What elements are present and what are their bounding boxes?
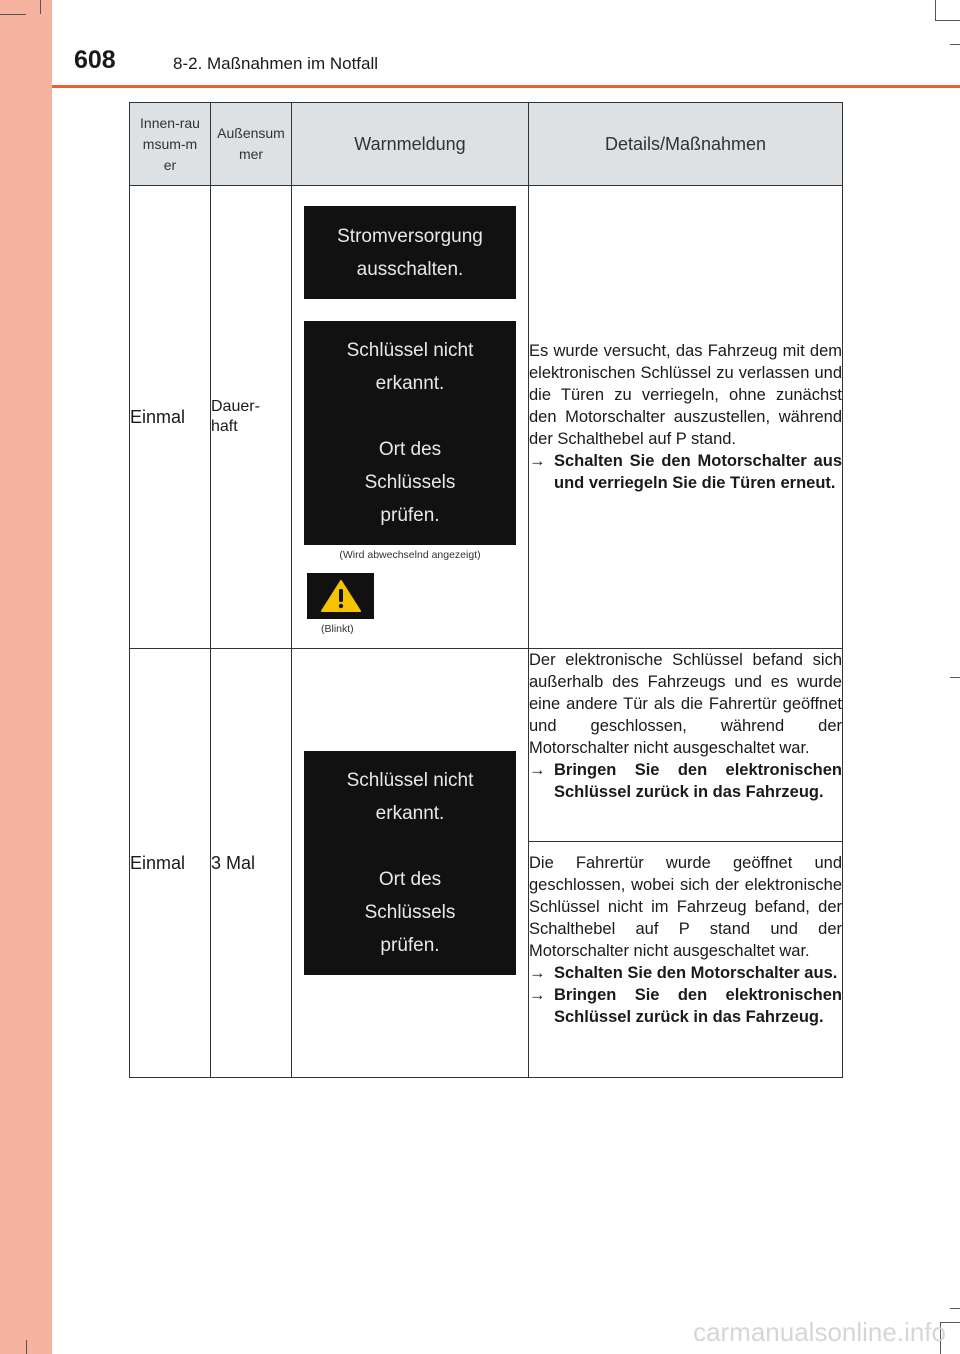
message-line: Ort des [378,869,442,890]
message-display-key-not-detected [304,321,516,545]
message-line: prüfen. [380,935,440,956]
header-warning-message: Warnmeldung [292,103,529,186]
details-text: Die Fahrertür wurde geöffnet und geschlossen, wobei sich der elektronische Schlüssel nicht im Fahrzeug befand, der Schalthebel auf P stand und der Motorschalter nicht ausgeschaltet war. [529,854,842,960]
message-line: ausschalten. [356,258,464,280]
warning-triangle-icon [321,580,361,612]
header-inside-buzzer: Innen-raumsum-mer [130,103,211,186]
message-line: prüfen. [380,505,440,526]
crop-mark [950,44,960,45]
action-text: Schalten Sie den Motorschalter aus und verriegeln Sie die Türen erneut. [554,452,842,492]
outside-buzzer-value: Dauer-haft [211,186,292,649]
crop-mark [26,1340,27,1354]
inside-buzzer-value: Einmal [130,186,211,649]
warning-message-cell [292,186,529,649]
action-item [529,759,842,803]
outside-buzzer-value: 3 Mal [211,649,292,1078]
details-cell [529,649,843,842]
message-display-power-off [304,206,516,299]
message-display-key-not-detected [304,751,516,975]
inside-buzzer-value: Einmal [130,649,211,1078]
message-line: Schlüssels [364,902,456,923]
arrow-icon: → [529,452,546,470]
warning-message-cell [292,649,529,1078]
message-line [407,400,412,433]
message-line: Schlüssel nicht [346,770,474,791]
side-color-strip [0,0,52,1354]
warning-icon-group [307,573,528,635]
crop-mark [40,0,41,14]
watermark: carmanualsonline.info [693,1317,946,1347]
action-item [529,962,842,984]
table-header-row [130,103,843,186]
action-text: Bringen Sie den elektronischen Schlüssel zurück in das Fahrzeug. [554,986,842,1026]
crop-mark [935,20,960,21]
message-line: erkannt. [375,803,445,824]
arrow-icon: → [529,986,546,1004]
message-line: Stromversorgung [337,225,483,247]
table-row [130,649,843,842]
arrow-icon: → [529,964,546,982]
message-line: Schlüssel nicht [346,340,474,361]
message-line: erkannt. [375,373,445,394]
alternating-caption: (Wird abwechselnd angezeigt) [339,549,481,561]
table-row [130,186,843,649]
header-details: Details/Maßnahmen [529,103,843,186]
header-rule [52,85,960,88]
details-text: Es wurde versucht, das Fahrzeug mit dem elektronischen Schlüssel zu verlassen und die Türen zu verriegeln, ohne zunächst den Motorschalter auszustellen, während der Schalthebel auf P stand. [529,342,842,448]
action-text: Bringen Sie den elektronischen Schlüssel zurück in das Fahrzeug. [554,761,842,801]
crop-mark [950,1308,960,1309]
blink-caption: (Blinkt) [321,623,354,635]
details-cell [529,842,843,1078]
message-line: Ort des [378,439,442,460]
details-cell [529,186,843,649]
action-item [529,450,842,494]
details-text: Der elektronische Schlüssel befand sich außerhalb des Fahrzeugs und es wurde eine andere Tür als die Fahrertür geöffnet und geschlossen, während der Motorschalter nicht ausgeschaltet war. [529,651,842,757]
action-text: Schalten Sie den Motorschalter aus. [554,964,838,982]
warning-light-box [307,573,374,619]
message-line: Schlüssels [364,472,456,493]
crop-mark [950,677,960,678]
message-line [407,830,412,863]
arrow-icon: → [529,761,546,779]
warning-table [129,102,843,1078]
section-title: 8-2. Maßnahmen im Notfall [173,54,379,73]
action-item [529,984,842,1028]
header-outside-buzzer: Außensum mer [211,103,292,186]
crop-mark [0,14,26,15]
page-number: 608 [74,46,116,74]
crop-mark [935,0,936,20]
